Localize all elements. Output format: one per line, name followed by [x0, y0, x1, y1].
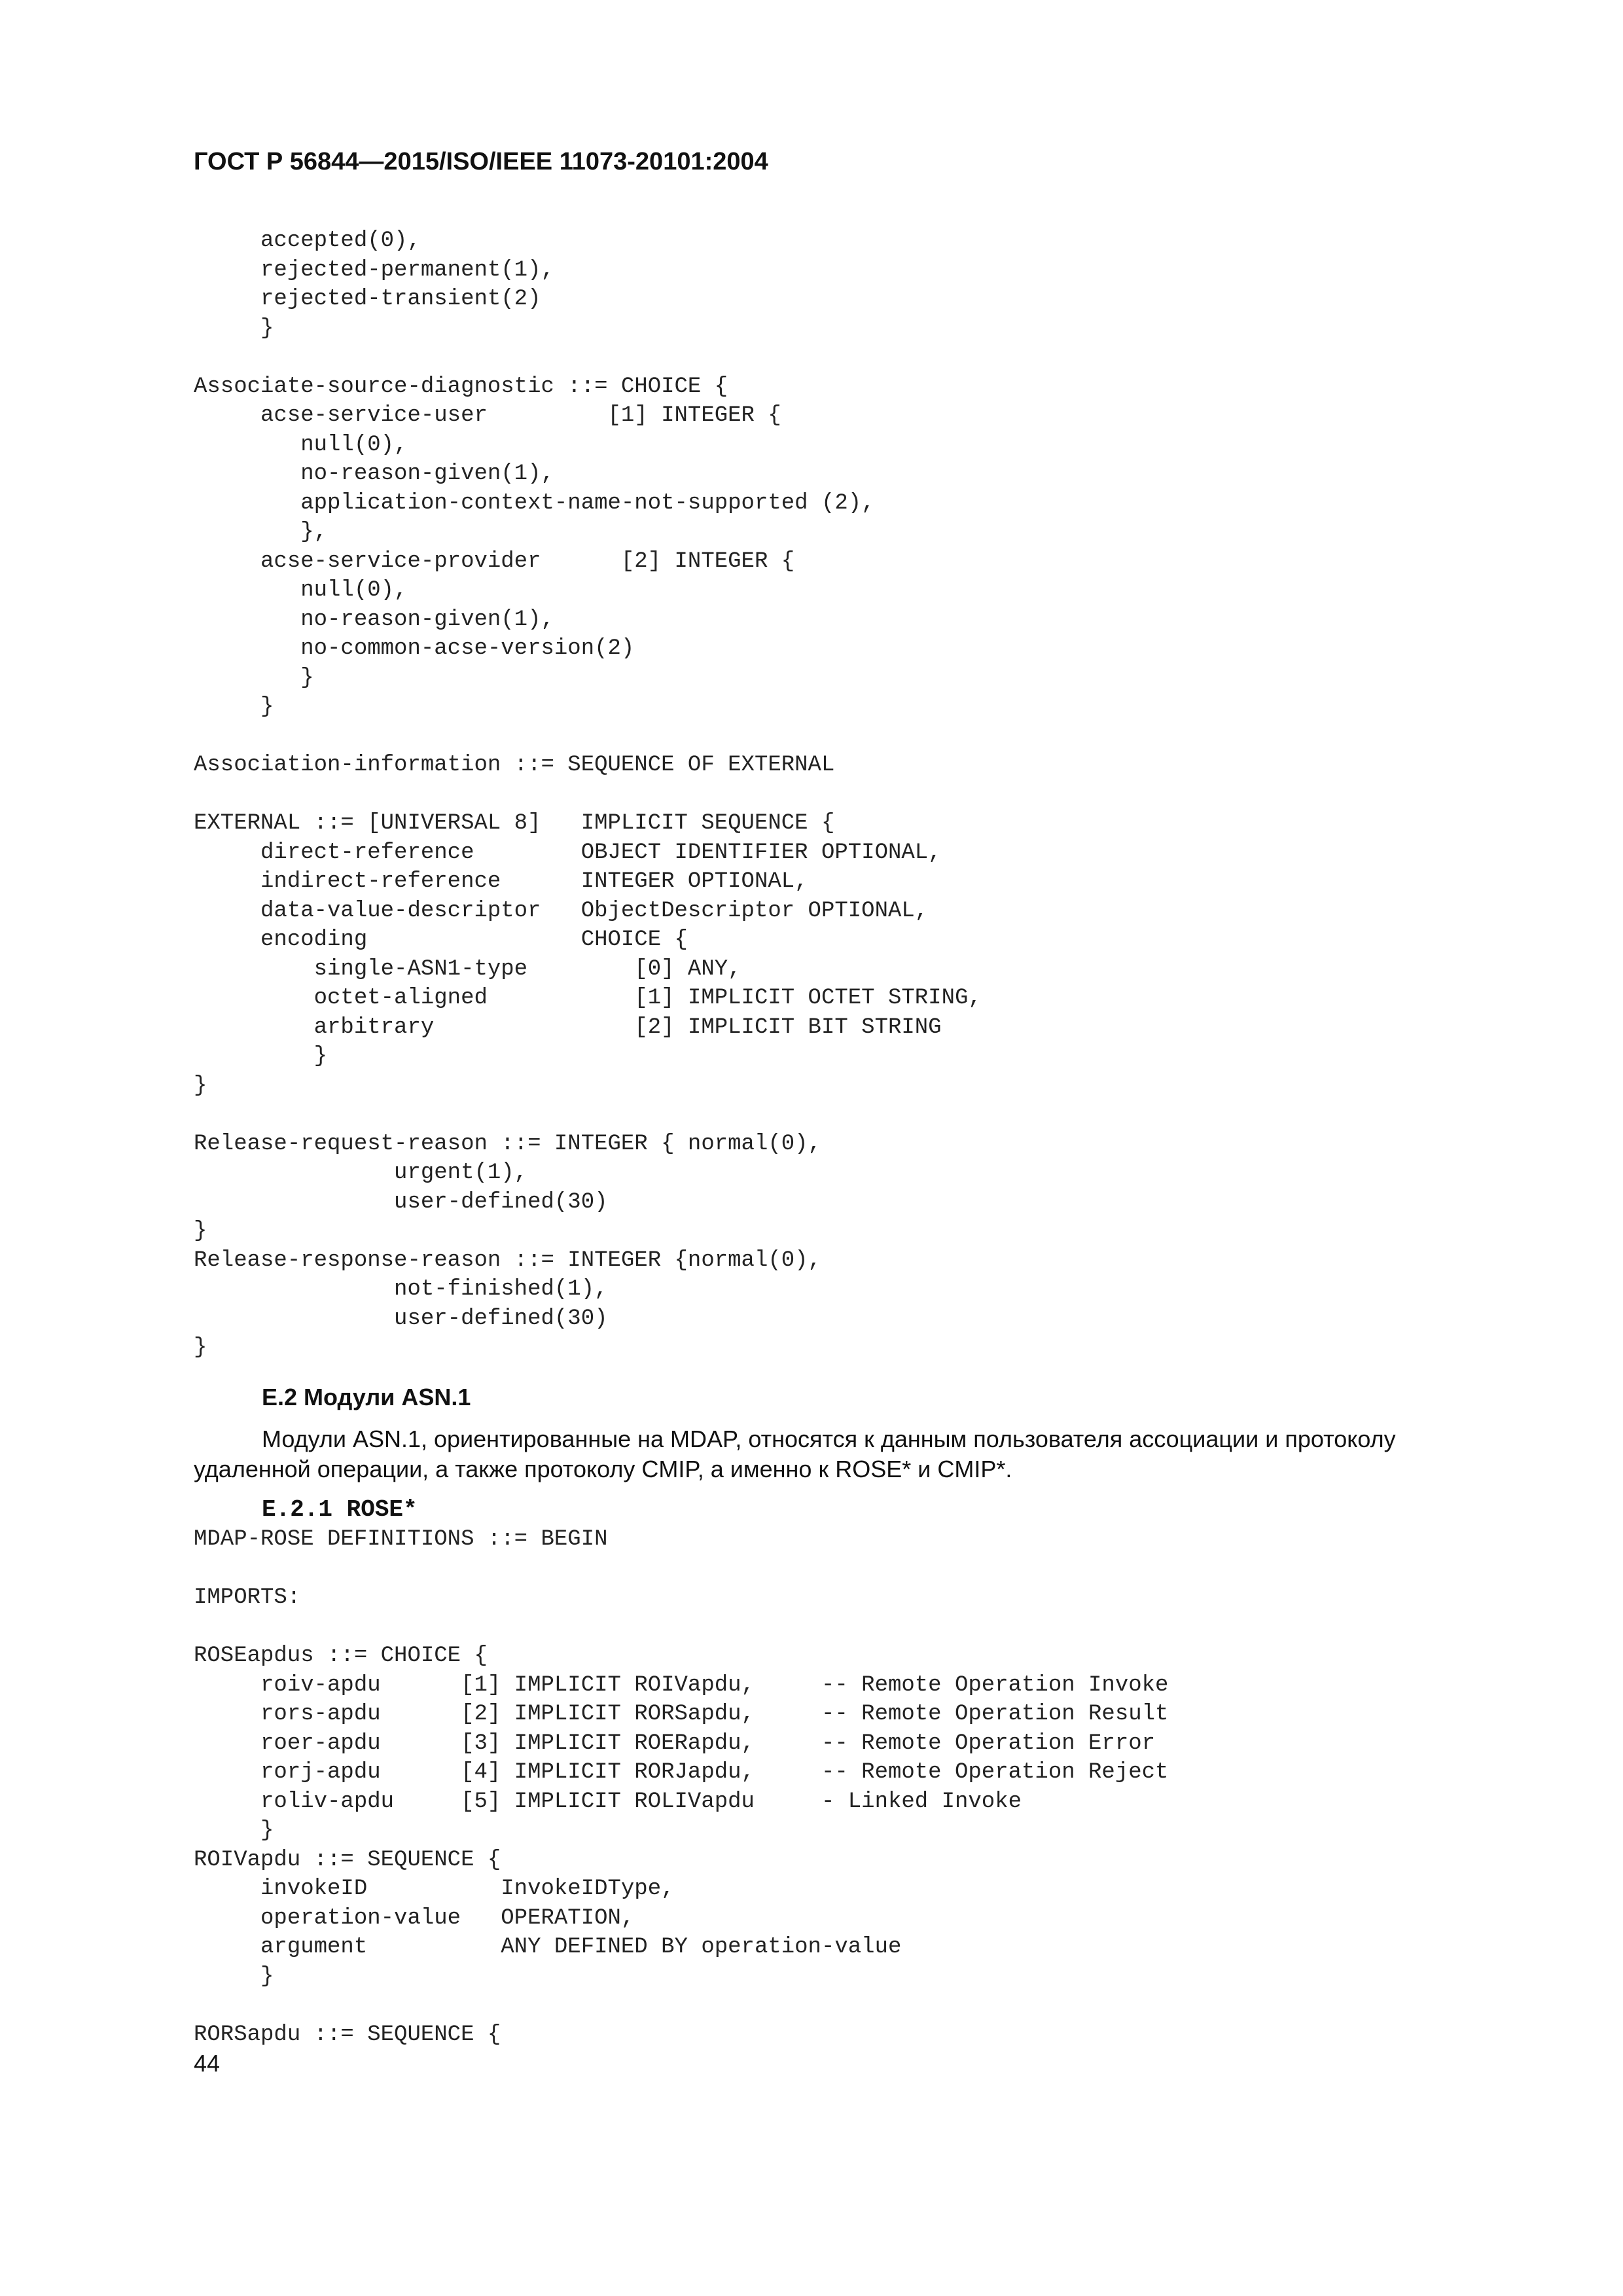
subsection-heading: E.2.1 ROSE*: [262, 1496, 418, 1523]
code-line: }: [194, 694, 274, 719]
code-line: Release-response-reason ::= INTEGER {normal(0),: [194, 1247, 821, 1273]
code-line: [194, 1991, 1168, 2020]
code-line: no-reason-given(1),: [194, 461, 554, 486]
code-line: IMPORTS:: [194, 1585, 301, 1610]
code-line: rorj-apdu [4] IMPLICIT RORJapdu, -- Remote Operation Reject: [194, 1760, 1169, 1785]
code-line: user-defined(30): [194, 1189, 608, 1215]
code-line: arbitrary [2] IMPLICIT BIT STRING: [194, 1014, 942, 1040]
code-line: rejected-transient(2): [194, 287, 541, 312]
code-line: no-common-acse-version(2): [194, 636, 635, 661]
code-line: urgent(1),: [194, 1160, 528, 1185]
code-line: null(0),: [194, 578, 408, 603]
code-line: [194, 1613, 1168, 1642]
code-line: not-finished(1),: [194, 1277, 608, 1302]
code-line: invokeID InvokeIDType,: [194, 1876, 675, 1901]
page-number: 44: [194, 2050, 221, 2077]
code-line: }: [194, 1219, 207, 1244]
code-line: single-ASN1-type [0] ANY,: [194, 956, 741, 982]
code-line: direct-reference OBJECT IDENTIFIER OPTIONAL,: [194, 840, 942, 865]
code-line: },: [194, 520, 328, 545]
code-line: Association-information ::= SEQUENCE OF EXTERNAL: [194, 753, 835, 778]
code-line: accepted(0),: [194, 228, 421, 253]
code-line: }: [194, 1044, 328, 1069]
code-line: data-value-descriptor ObjectDescriptor OPTIONAL,: [194, 898, 929, 924]
code-line: roer-apdu [3] IMPLICIT ROERapdu, -- Remote Operation Error: [194, 1731, 1156, 1756]
code-line: Associate-source-diagnostic ::= CHOICE {: [194, 374, 728, 399]
code-line: rejected-permanent(1),: [194, 257, 554, 283]
code-line: encoding CHOICE {: [194, 927, 688, 952]
asn1-code-block: [194, 1525, 608, 1554]
code-line: [194, 1100, 982, 1130]
code-line: no-reason-given(1),: [194, 607, 554, 632]
code-line: argument ANY DEFINED BY operation-value: [194, 1935, 902, 1960]
code-line: [194, 780, 982, 810]
code-line: null(0),: [194, 432, 408, 457]
code-line: ROSEapdus ::= CHOICE {: [194, 1643, 488, 1668]
code-line: RORSapdu ::= SEQUENCE {: [194, 2022, 501, 2047]
code-line: acse-service-provider [2] INTEGER {: [194, 548, 795, 574]
code-line: octet-aligned [1] IMPLICIT OCTET STRING,: [194, 986, 982, 1011]
code-line: roliv-apdu [5] IMPLICIT ROLIVapdu - Linked Invoke: [194, 1789, 1022, 1814]
code-line: operation-value OPERATION,: [194, 1905, 635, 1931]
code-line: }: [194, 315, 274, 341]
code-line: [194, 722, 982, 751]
code-line: }: [194, 1335, 207, 1360]
code-line: [194, 343, 982, 372]
code-line: }: [194, 1073, 207, 1098]
paragraph-text: Модули ASN.1, ориентированные на MDAP, относятся к данным пользователя ассоциации и протоколу удаленной операции, а также протоколу CMIP, а именно к ROSE* и CMIP*.: [194, 1426, 1396, 1482]
code-line: }: [194, 665, 314, 691]
code-line: acse-service-user [1] INTEGER {: [194, 403, 781, 428]
code-line: }: [194, 1964, 274, 1989]
document-header: ГОСТ Р 56844—2015/ISO/IEEE 11073-20101:2004: [194, 148, 768, 175]
code-line: }: [194, 1818, 274, 1843]
section-paragraph: [194, 1424, 1431, 1484]
code-line: indirect-reference INTEGER OPTIONAL,: [194, 869, 808, 894]
section-heading: Е.2 Модули ASN.1: [262, 1384, 471, 1410]
code-line: ROIVapdu ::= SEQUENCE {: [194, 1847, 501, 1873]
code-line: Release-request-reason ::= INTEGER { normal(0),: [194, 1131, 821, 1157]
asn1-code-block: [194, 226, 982, 1363]
code-line: roiv-apdu [1] IMPLICIT ROIVapdu, -- Remote Operation Invoke: [194, 1672, 1169, 1698]
code-line: rors-apdu [2] IMPLICIT RORSapdu, -- Remote Operation Result: [194, 1702, 1169, 1727]
code-line: MDAP-ROSE DEFINITIONS ::= BEGIN: [194, 1527, 608, 1552]
code-line: application-context-name-not-supported (2),: [194, 490, 875, 516]
code-line: EXTERNAL ::= [UNIVERSAL 8] IMPLICIT SEQUENCE {: [194, 811, 835, 836]
code-line: user-defined(30): [194, 1306, 608, 1331]
asn1-code-block: [194, 1583, 1168, 2049]
